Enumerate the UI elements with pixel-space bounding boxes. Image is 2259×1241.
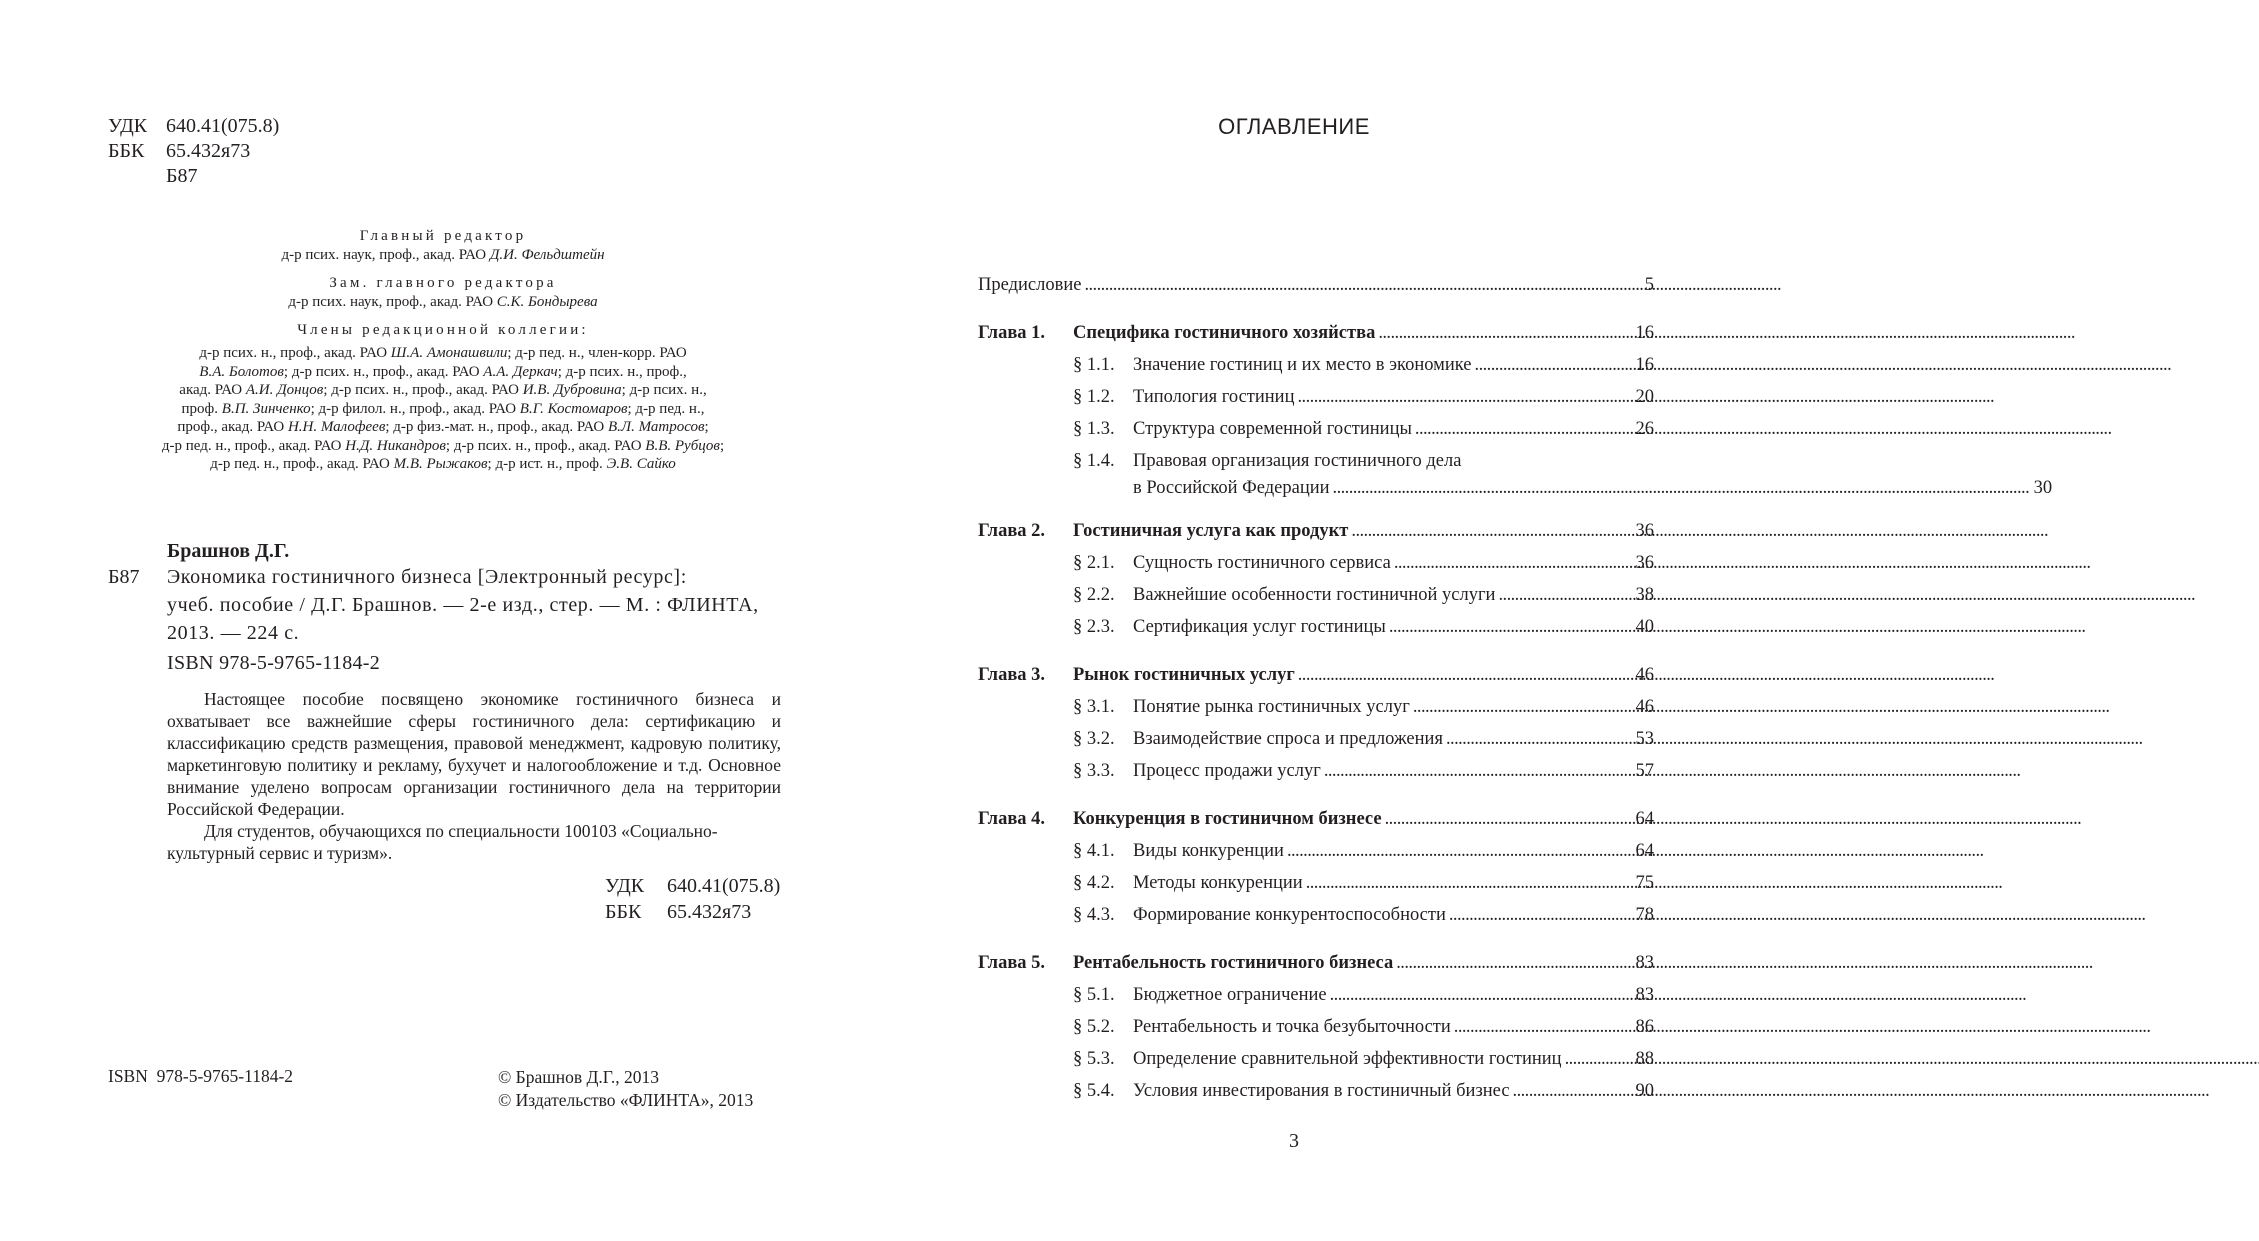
chief-editor-line: д-р псих. наук, проф., акад. РАО Д.И. Фельдштейн xyxy=(281,247,605,263)
classification-repeat xyxy=(605,873,780,925)
leader-dots xyxy=(1351,520,1629,542)
chapter-label: Глава 5. xyxy=(978,953,1046,973)
chapter-label: Глава 1. xyxy=(978,323,1046,343)
bbk-row xyxy=(108,139,279,164)
members-line: д-р псих. н., проф., акад. РАО Ш.А. Амонашвили; д-р пед. н., член-корр. РАО xyxy=(199,345,687,361)
isbn: ISBN 978-5-9765-1184-2 xyxy=(167,652,381,674)
toc-page-number: 90 xyxy=(1635,1081,1654,1101)
board-members-heading: Члены редакционной коллегии: xyxy=(297,322,589,338)
copyright-publisher: © Издательство «ФЛИНТА», 2013 xyxy=(498,1090,754,1110)
leader-dots xyxy=(1333,477,2028,499)
editorial-board xyxy=(108,226,778,474)
toc-entry-chapter[interactable] xyxy=(978,808,1654,840)
toc-entry-section[interactable] xyxy=(978,386,1654,418)
toc-page-number: 78 xyxy=(1635,905,1654,925)
toc-page-number: 36 xyxy=(1635,521,1654,541)
toc-entry-title: Процесс продажи услуг xyxy=(1133,761,1321,781)
toc-page-number: 5 xyxy=(1644,275,1654,295)
table-of-contents xyxy=(978,274,2053,1112)
section-number: § 3.3. xyxy=(1073,761,1115,781)
imprint-page xyxy=(0,0,874,1241)
toc-entry-section[interactable] xyxy=(978,872,1654,904)
author-name: Брашнов Д.Г. xyxy=(167,540,290,562)
toc-entry-title: Правовая организация гостиничного дела xyxy=(1133,451,1462,471)
toc-entry-title: Специфика гостиничного хозяйства xyxy=(1073,323,1376,343)
annotation-text: Настоящее пособие посвящено экономике гостиничного бизнеса и охватывает все важнейшие сферы гостиничного дела: сертификацию и классификацию средств размещения, правовой менеджмент, кадровую политику, маркетинговую политику и рекламу, бухучет и налогообложение и т.д. Основное внимание уделено вопросам организации гостиничного дела на территории Российской Федерации. xyxy=(167,689,781,819)
toc-entry-chapter[interactable] xyxy=(978,322,1654,354)
leader-dots xyxy=(1454,1016,1629,1038)
toc-entry-chapter[interactable] xyxy=(978,520,1654,552)
toc-entry-section[interactable] xyxy=(978,1016,1654,1048)
chief-editor-name: Д.И. Фельдштейн xyxy=(489,247,605,263)
section-number: § 1.4. xyxy=(1073,451,1115,471)
udk-value: 640.41(075.8) xyxy=(667,875,781,897)
biblio-line: учеб. пособие / Д.Г. Брашнов. — 2-е изд., стер. — М. : ФЛИНТА, xyxy=(167,594,759,616)
section-number: § 5.1. xyxy=(1073,985,1115,1005)
toc-entry-title: Предисловие xyxy=(978,275,1082,295)
leader-dots xyxy=(1306,872,1629,894)
bbk-row-repeat xyxy=(605,899,780,925)
toc-chapters xyxy=(978,322,2053,1112)
leader-dots xyxy=(1394,552,1629,574)
audience-text: Для студентов, обучающихся по специальности 100103 «Социально-культурный сервис и туризм». xyxy=(167,821,718,863)
toc-entry-section[interactable] xyxy=(978,760,1654,792)
toc-page-number: 86 xyxy=(1635,1017,1654,1037)
leader-dots xyxy=(1084,274,1629,296)
section-number: § 3.1. xyxy=(1073,697,1115,717)
leader-dots xyxy=(1324,760,1629,782)
toc-entry-chapter[interactable] xyxy=(978,664,1654,696)
toc-page-number: 64 xyxy=(1635,809,1654,829)
members-line: д-р пед. н., проф., акад. РАО М.В. Рыжаков; д-р ист. н., проф. Э.В. Сайко xyxy=(210,456,676,472)
toc-entry-title: Виды конкуренции xyxy=(1133,841,1284,861)
author-sign-row xyxy=(108,164,279,189)
leader-dots xyxy=(1389,616,1629,638)
toc-entry-title: Рынок гостиничных услуг xyxy=(1073,665,1295,685)
toc-page-number: 40 xyxy=(1635,617,1654,637)
bibliographic-description xyxy=(167,563,785,647)
toc-page-number: 38 xyxy=(1635,585,1654,605)
toc-page-number: 26 xyxy=(1635,419,1654,439)
leader-dots xyxy=(1330,984,1629,1006)
section-number: § 1.3. xyxy=(1073,419,1115,439)
members-line: В.А. Болотов; д-р псих. н., проф., акад. РАО А.А. Деркач; д-р псих. н., проф., xyxy=(199,363,687,380)
members-line: проф. В.П. Зинченко; д-р филол. н., проф., акад. РАО В.Г. Костомаров; д-р пед. н., xyxy=(181,400,705,417)
section-number: § 1.1. xyxy=(1073,355,1115,375)
leader-dots xyxy=(1513,1080,1629,1102)
deputy-editor-line: д-р псих. наук, проф., акад. РАО С.К. Бондырева xyxy=(288,294,598,310)
copyright-block xyxy=(498,1066,753,1112)
chapter-label: Глава 2. xyxy=(978,521,1046,541)
catalog-code: Б87 xyxy=(108,566,140,588)
toc-entry-section[interactable] xyxy=(978,728,1654,760)
section-number: § 2.2. xyxy=(1073,585,1115,605)
toc-entry-section[interactable] xyxy=(978,984,1654,1016)
toc-entry-section[interactable] xyxy=(978,552,1654,584)
members-line: акад. РАО А.И. Донцов; д-р псих. н., проф., акад. РАО И.В. Дубровина; д-р псих. н., xyxy=(179,382,707,398)
leader-dots xyxy=(1385,808,1629,830)
toc-page-number: 83 xyxy=(1635,985,1654,1005)
toc-page-number: 46 xyxy=(1635,697,1654,717)
toc-entry-title: Рентабельность и точка безубыточности xyxy=(1133,1017,1451,1037)
toc-page-number: 16 xyxy=(1635,323,1654,343)
toc-entry-section[interactable] xyxy=(978,616,1654,648)
toc-entry-title: Гостиничная услуга как продукт xyxy=(1073,521,1349,541)
section-number: § 4.2. xyxy=(1073,873,1115,893)
toc-entry-section[interactable] xyxy=(978,584,1654,616)
toc-entry-title: Взаимодействие спроса и предложения xyxy=(1133,729,1443,749)
toc-entry-title: Формирование конкурентоспособности xyxy=(1133,905,1446,925)
bbk-label: ББК xyxy=(108,140,145,162)
toc-entry-chapter[interactable] xyxy=(978,952,1654,984)
leader-dots xyxy=(1475,354,1629,376)
toc-entry-title: Рентабельность гостиничного бизнеса xyxy=(1073,953,1394,973)
biblio-line: Экономика гостиничного бизнеса [Электронный ресурс]: xyxy=(167,566,687,588)
leader-dots xyxy=(1298,664,1629,686)
footer-isbn: ISBN 978-5-9765-1184-2 xyxy=(108,1066,294,1086)
toc-page-number: 88 xyxy=(1635,1049,1654,1069)
toc-entry-title: Конкуренция в гостиничном бизнесе xyxy=(1073,809,1382,829)
udk-value: 640.41(075.8) xyxy=(166,115,280,137)
toc-entry-title: Сертификация услуг гостиницы xyxy=(1133,617,1386,637)
udk-row xyxy=(108,114,279,139)
section-number: § 5.3. xyxy=(1073,1049,1115,1069)
toc-page-number: 46 xyxy=(1635,665,1654,685)
leader-dots xyxy=(1498,584,1629,606)
chapter-label: Глава 3. xyxy=(978,665,1046,685)
toc-page-number: 53 xyxy=(1635,729,1654,749)
toc-entry-section[interactable] xyxy=(978,696,1654,728)
leader-dots xyxy=(1565,1048,1629,1070)
leader-dots xyxy=(1449,904,1629,926)
author-sign: Б87 xyxy=(166,165,198,187)
section-number: § 3.2. xyxy=(1073,729,1115,749)
toc-page-number: 20 xyxy=(1635,387,1654,407)
section-number: § 5.4. xyxy=(1073,1081,1115,1101)
leader-dots xyxy=(1446,728,1629,750)
toc-entry-title: Бюджетное ограничение xyxy=(1133,985,1327,1005)
toc-entry-section[interactable] xyxy=(978,450,2053,504)
toc-page-number: 64 xyxy=(1635,841,1654,861)
section-number: § 5.2. xyxy=(1073,1017,1115,1037)
udk-label: УДК xyxy=(605,875,645,897)
toc-entry-title: Структура современной гостиницы xyxy=(1133,419,1412,439)
toc-entry-title: Условия инвестирования в гостиничный бизнес xyxy=(1133,1081,1510,1101)
toc-page-number: 83 xyxy=(1635,953,1654,973)
classification-block xyxy=(108,114,279,189)
annotation xyxy=(167,688,781,864)
udk-row-repeat xyxy=(605,873,780,899)
chief-editor-heading: Главный редактор xyxy=(359,228,527,244)
toc-entry-section[interactable] xyxy=(978,1048,1654,1080)
chapter-label: Глава 4. xyxy=(978,809,1046,829)
toc-entry-section[interactable] xyxy=(978,904,1654,936)
bbk-value: 65.432я73 xyxy=(166,140,251,162)
toc-page-number: 36 xyxy=(1635,553,1654,573)
board-members-list xyxy=(108,344,778,474)
bbk-value: 65.432я73 xyxy=(667,901,752,923)
toc-entry-title: Важнейшие особенности гостиничной услуги xyxy=(1133,585,1496,605)
toc-page-number: 30 xyxy=(2033,478,2053,498)
toc-entry-title: Типология гостиниц xyxy=(1133,387,1295,407)
section-number: § 1.2. xyxy=(1073,387,1115,407)
toc-entry-title: Понятие рынка гостиничных услуг xyxy=(1133,697,1410,717)
toc-entry-section[interactable] xyxy=(978,1080,1654,1112)
contents-page xyxy=(874,0,2053,1241)
members-line: проф., акад. РАО Н.Н. Малофеев; д-р физ.-мат. н., проф., акад. РАО В.Л. Матросов; xyxy=(177,419,709,435)
toc-page-number: 75 xyxy=(1635,873,1654,893)
toc-entry-title: Определение сравнительной эффективности гостиниц xyxy=(1133,1049,1562,1069)
udk-label: УДК xyxy=(108,115,148,137)
toc-entry-section[interactable] xyxy=(978,418,1654,450)
leader-dots xyxy=(1298,386,1630,408)
toc-entry-section[interactable] xyxy=(978,840,1654,872)
bbk-label: ББК xyxy=(605,901,642,923)
leader-dots xyxy=(1415,418,1629,440)
toc-entry-title: Значение гостиниц и их место в экономике xyxy=(1133,355,1472,375)
page-title: ОГЛАВЛЕНИЕ xyxy=(1218,114,1370,139)
section-number: § 4.1. xyxy=(1073,841,1115,861)
deputy-editor-name: С.К. Бондырева xyxy=(496,294,598,310)
section-number: § 2.3. xyxy=(1073,617,1115,637)
leader-dots xyxy=(1413,696,1629,718)
deputy-editor-heading: Зам. главного редактора xyxy=(329,275,557,291)
toc-page-number: 57 xyxy=(1635,761,1654,781)
leader-dots xyxy=(1378,322,1629,344)
copyright-author: © Брашнов Д.Г., 2013 xyxy=(498,1067,660,1087)
page-number: 3 xyxy=(1289,1130,1299,1152)
toc-entry-section[interactable] xyxy=(978,354,1654,386)
toc-entry-title-cont: в Российской Федерации xyxy=(1133,478,1330,498)
section-number: § 2.1. xyxy=(1073,553,1115,573)
toc-entry-title: Сущность гостиничного сервиса xyxy=(1133,553,1391,573)
section-number: § 4.3. xyxy=(1073,905,1115,925)
leader-dots xyxy=(1396,952,1629,974)
toc-entry-preface[interactable] xyxy=(978,274,1654,306)
leader-dots xyxy=(1287,840,1629,862)
toc-page-number: 16 xyxy=(1635,355,1654,375)
toc-entry-title: Методы конкуренции xyxy=(1133,873,1303,893)
biblio-line: 2013. — 224 с. xyxy=(167,622,300,644)
members-line: д-р пед. н., проф., акад. РАО Н.Д. Никандров; д-р псих. н., проф., акад. РАО В.В. Рубцов; xyxy=(161,437,725,454)
